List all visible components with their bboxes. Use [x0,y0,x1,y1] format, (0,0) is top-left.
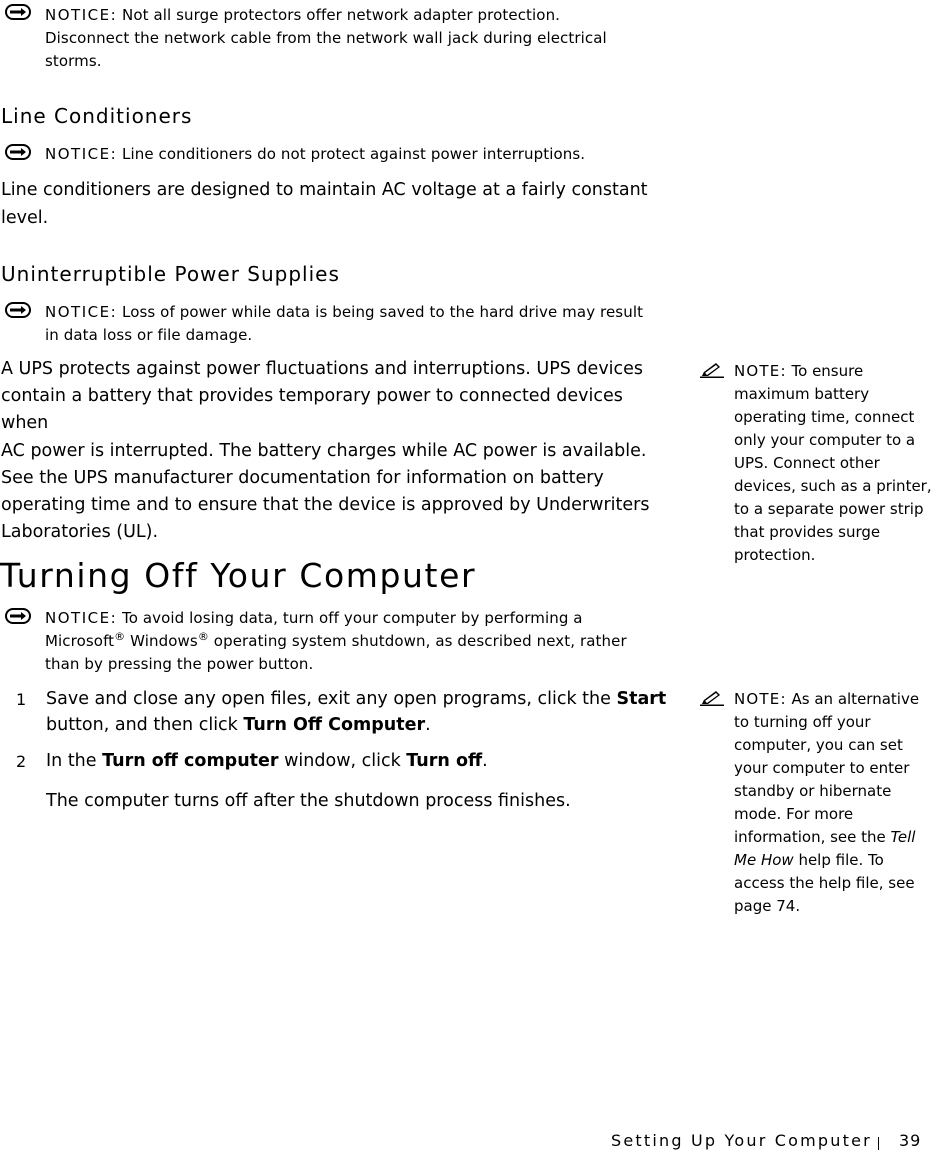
notice-turning-off: NOTICE: To avoid losing data, turn off your computer by performing a Microsoft® Windows® operating system shutdown, as described next, rather than by pressing the power button. [45,609,627,673]
notice-icon [4,301,32,319]
pencil-icon [700,362,724,378]
pencil-icon [700,690,724,706]
notice-line-conditioners: NOTICE: Line conditioners do not protect against power interruptions. [45,145,586,163]
notice-icon [4,607,32,625]
footer-divider [878,1137,879,1150]
step-2-result: The computer turns off after the shutdown process finishes. [46,791,571,811]
page-title-turning-off: Turning Off Your Computer [0,556,477,595]
paragraph-line-conditioners: Line conditioners are designed to maintain AC voltage at a fairly constant level. [1,180,648,228]
section-heading-ups: Uninterruptible Power Supplies [1,262,340,286]
notice-icon [4,143,32,161]
section-heading-line-conditioners: Line Conditioners [1,104,193,128]
notice-icon [4,3,32,21]
paragraph-ups: A UPS protects against power fluctuations and interruptions. UPS devices contain a battery that provides temporary power to connected devices when AC power is interrupted. The battery charges while AC power is available. See the UPS manufacturer documentation for information on battery operating time and to ensure that the device is approved by Underwriters Laboratories (UL). [1,359,650,543]
notice-ups: NOTICE: Loss of power while data is being saved to the hard drive may result in data loss or file damage. [45,303,644,344]
step-number: 2 [16,752,27,771]
footer-section-title: Setting Up Your Computer [611,1131,872,1150]
notice-surge-text: NOTICE: Not all surge protectors offer network adapter protection. Disconnect the network cable from the network wall jack during electrical storms. [45,6,607,70]
step-1-text: Save and close any open files, exit any open programs, click the Start button, and then click Turn Off Computer. [46,689,667,735]
step-number: 1 [16,690,27,709]
step-2-text: In the Turn off computer window, click Turn off. [46,751,488,771]
page-number: 39 [899,1131,922,1150]
side-note-ups-text: NOTE: To ensure maximum battery operating time, connect only your computer to a UPS. Connect other devices, such as a printer, to a separate power strip that provides surge protection. [734,362,932,564]
side-note-turning-off-text: NOTE: As an alternative to turning off your computer, you can set your computer to enter standby or hibernate mode. For more information, see the Tell Me How help file. To access the help file, see page 74. [734,690,920,915]
